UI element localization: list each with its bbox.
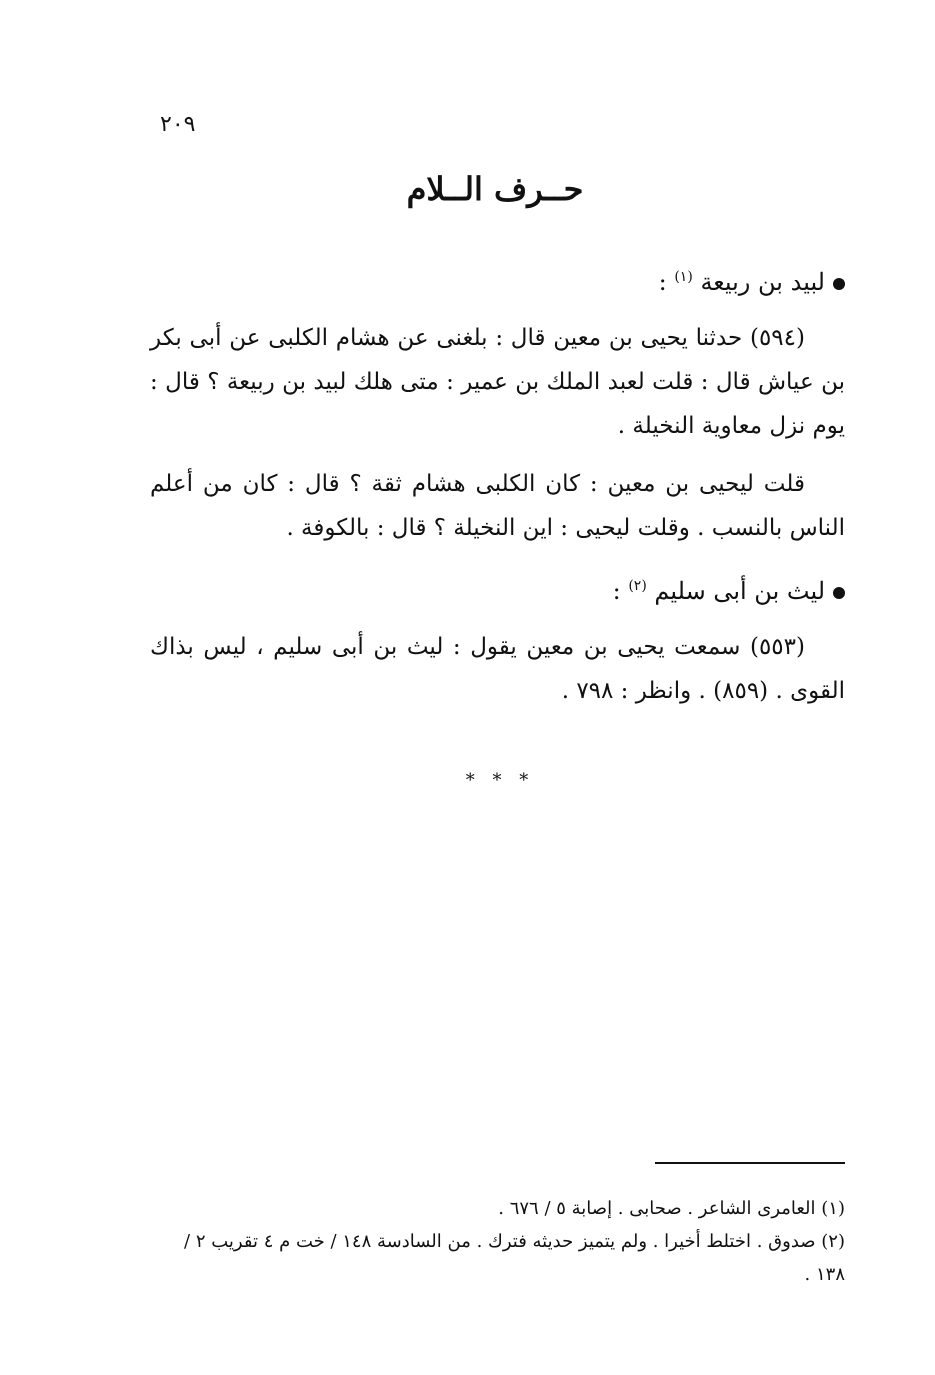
section-separator: * * * [465, 770, 535, 791]
entry-labid [150, 255, 845, 550]
entry-heading-text: لبيد بن ربيعة [700, 268, 825, 296]
entry-paragraph: (٥٥٣) سمعت يحيى بن معين يقول : ليث بن أبى سليم ، ليس بذاك القوى . (٨٥٩) . وانظر : ٧٩٨ . [150, 634, 845, 704]
page-body [150, 255, 845, 727]
entry-heading-suffix: : [658, 268, 667, 296]
page-number: ٢٠٩ [160, 112, 196, 137]
entry-heading-text: ليث بن أبى سليم [654, 577, 825, 605]
entry-paragraph: قلت ليحيى بن معين : كان الكلبى هشام ثقة ؟ قال : كان من أعلم الناس بالنسب . وقلت ليحيى : اين النخيلة ؟ قال : بالكوفة . [150, 471, 845, 541]
footnote-divider [655, 1162, 845, 1164]
entry-heading [150, 564, 845, 613]
footnote-ref: (٢) [628, 578, 647, 594]
bullet-icon [833, 587, 845, 599]
footnote-2: (٢) صدوق . اختلط أخيرا . ولم يتميز حديثه فترك . من السادسة ١٤٨ / خت م ٤ تقريب ٢ / ١٣٨ . [184, 1231, 845, 1285]
footnotes [150, 1192, 845, 1291]
footnote-ref: (١) [674, 269, 693, 285]
bullet-icon [833, 278, 845, 290]
entry-paragraph: (٥٩٤) حدثنا يحيى بن معين قال : بلغنى عن هشام الكلبى عن أبى بكر بن عياش قال : قلت لعبد الملك بن عمير : متى هلك لبيد بن ربيعة ؟ قال : يوم نزل معاوية النخيلة . [150, 325, 845, 439]
entry-heading [150, 255, 845, 304]
entry-layth [150, 564, 845, 713]
section-title: حــرف الــلام [406, 170, 584, 208]
footnote-1: (١) العامرى الشاعر . صحابى . إصابة ٥ / ٦٧٦ . [498, 1198, 845, 1219]
entry-heading-suffix: : [612, 577, 621, 605]
